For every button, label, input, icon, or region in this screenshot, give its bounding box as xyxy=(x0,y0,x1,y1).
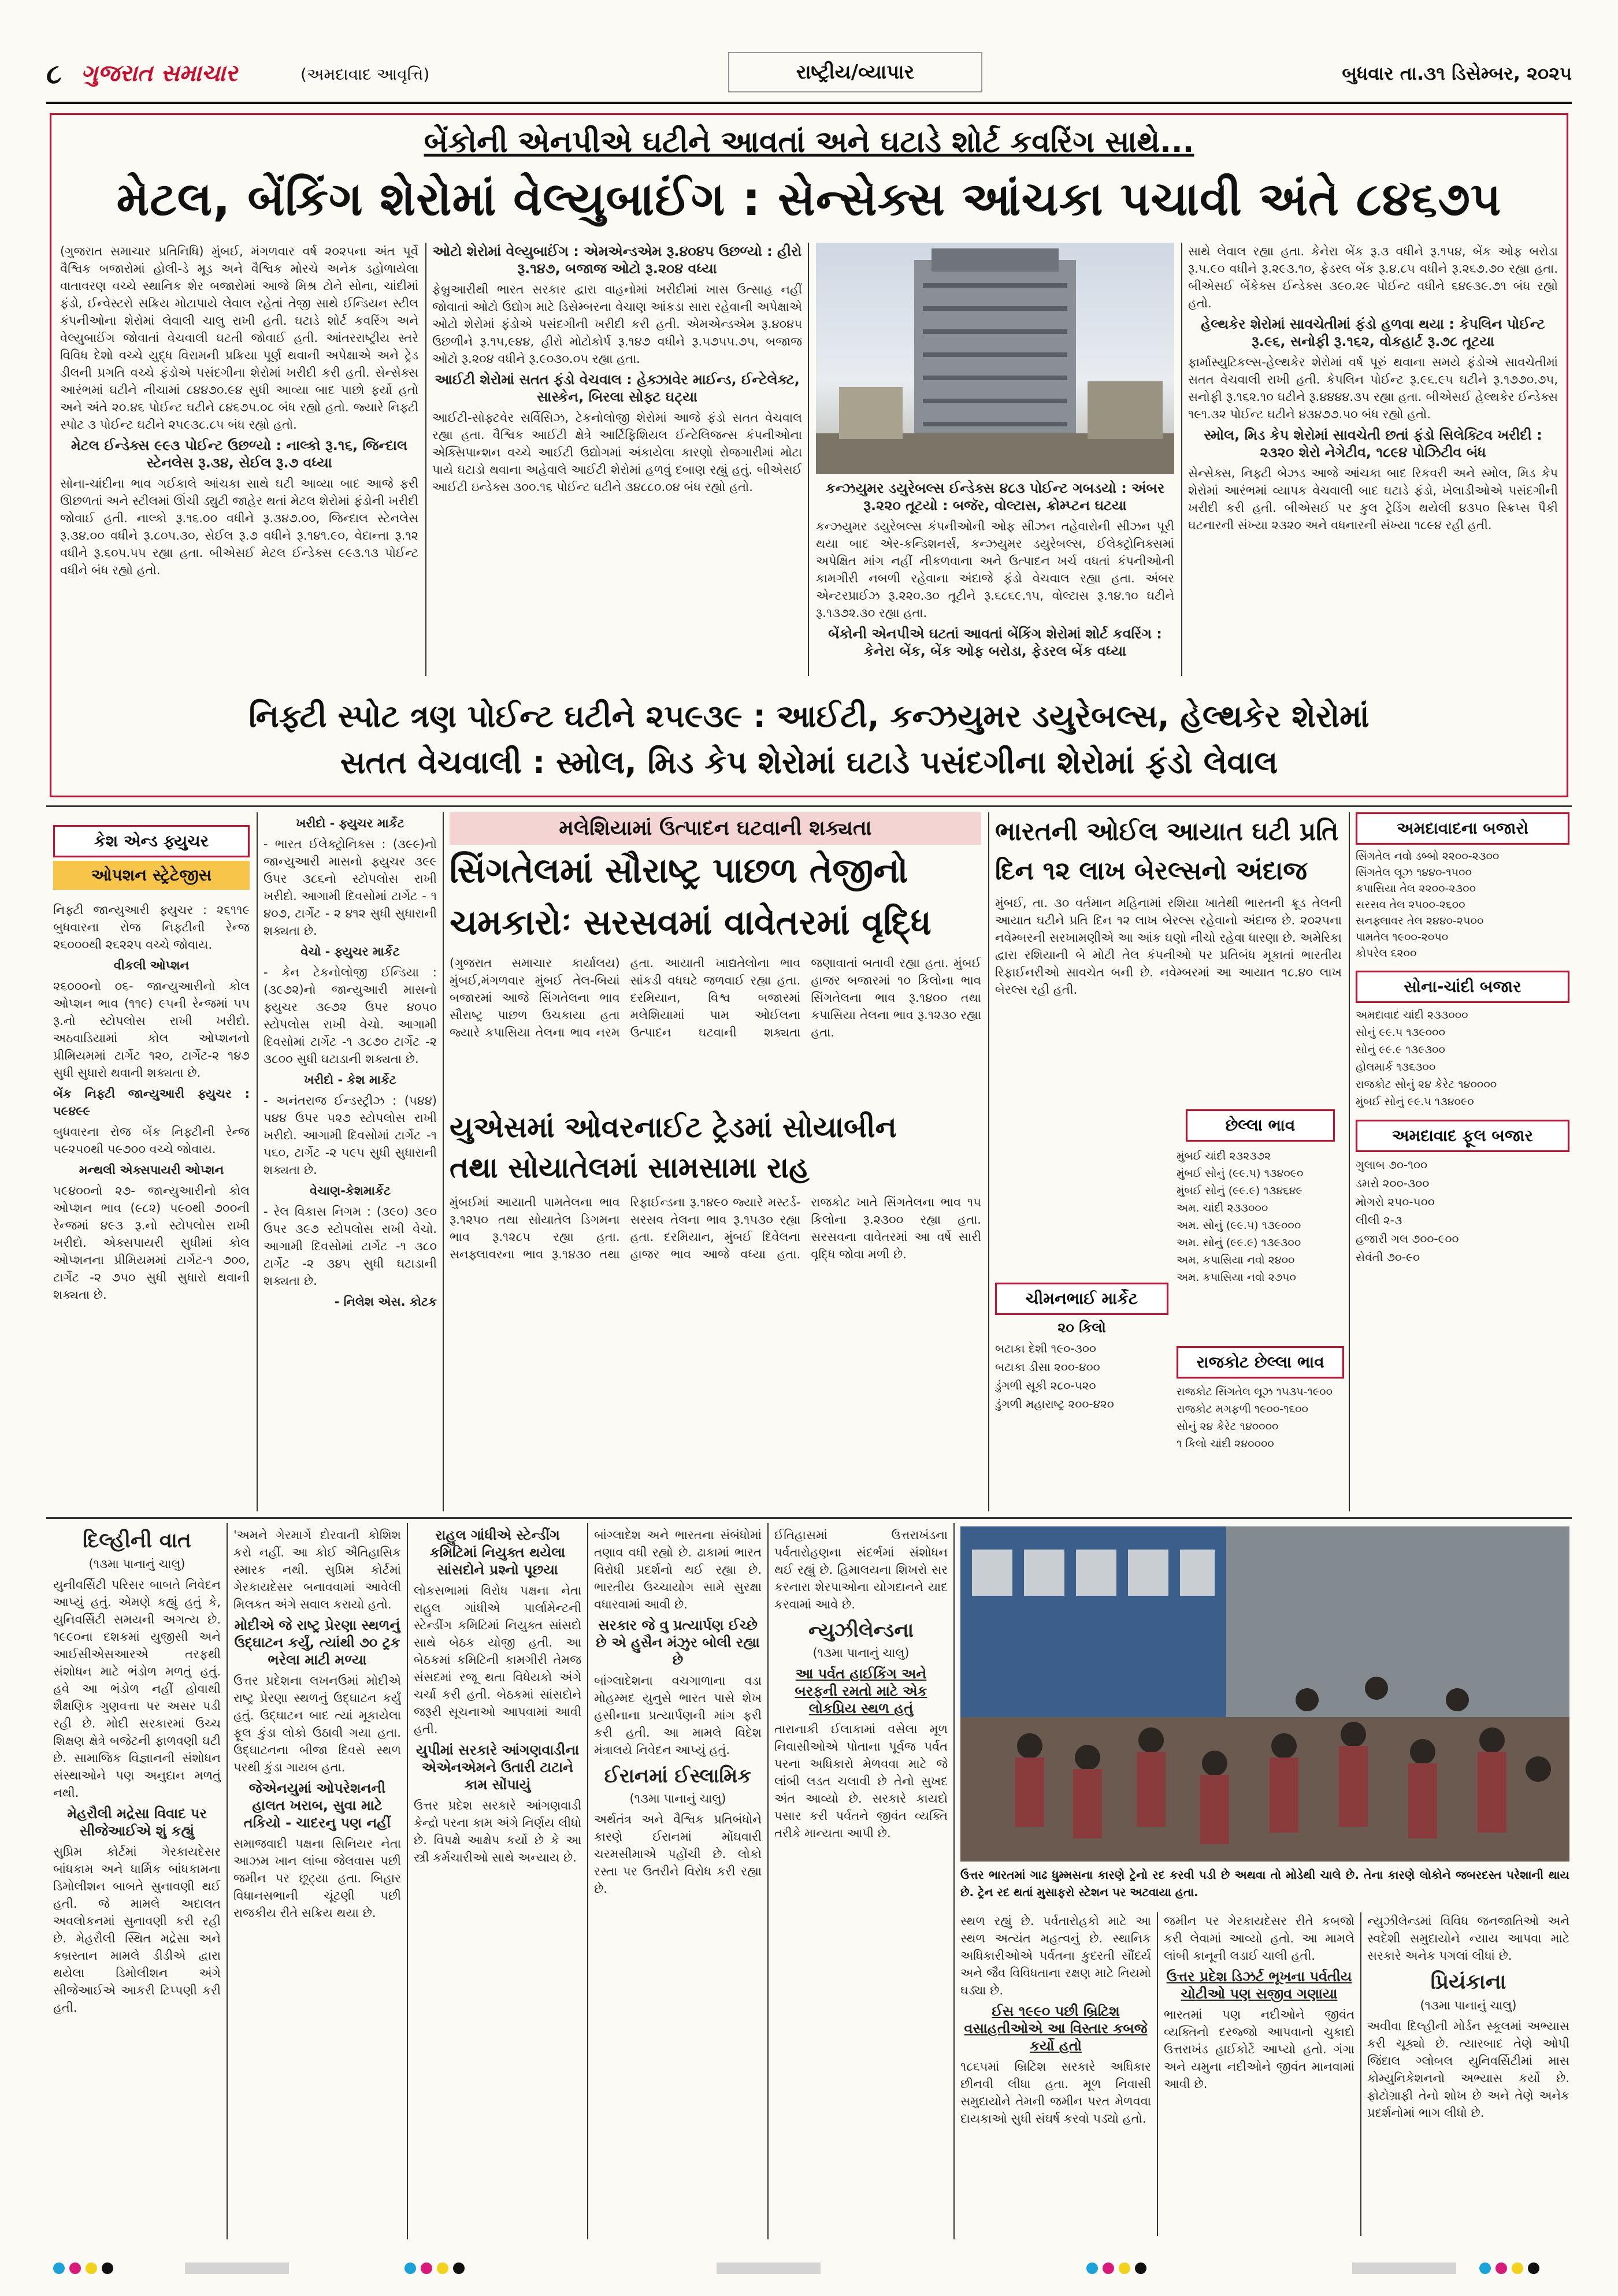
tenzing-col xyxy=(774,1526,948,2237)
flower-market-list xyxy=(1356,1156,1569,1266)
chiman-row: બટાકા ડીસા ૨૦૦-૪૦૦ xyxy=(995,1360,1100,1374)
lead-col-3-sub: બેંકોની એનપીએ ઘટતાં આવતાં બેંકિંગ શેરોમાં શોર્ટ કવરિંગ : કેનેરા બેંક, બેંક ઓફ બરોડા, ફેડરલ બેંક વધ્યા xyxy=(828,626,1162,659)
band2-rule-2 xyxy=(443,812,444,1511)
ahmedabad-row: સિંગતેલ લૂઝ ૧૪૪૦-૧૫૦૦ xyxy=(1356,866,1472,879)
cyan-dot-icon xyxy=(53,2262,65,2274)
magenta-dot-icon xyxy=(1103,2262,1114,2274)
yellow-dot-icon xyxy=(1119,2262,1130,2274)
rahul-body-2: ઉત્તર પ્રદેશ સરકારે આંગણવાડી કેન્દ્રો પરના કામ અંગે નિર્ણય લીધો છે. વિપક્ષે આક્ષેપ કર્યો છે કે આ સ્ત્રી કર્મચારીઓ સાથે અન્યાય છે. xyxy=(414,1799,581,1864)
edible-body-2: મુંબઈમાં આયાતી પામતેલના ભાવ રૂ.૧૨૫૦ તથા સોયાતેલ ડિગમના ભાવ રૂ.૧૨૮૫ રહ્યા હતા. સનફ્લાવરના ભાવ રૂ.૧૪૩૦ તથા રિફાઈન્ડના રૂ.૧૪૯૦ જ્યારે મસ્ટર્ડ-સરસવ તેલના ભાવ રૂ.૧૫૩૦ રહ્યા હતા. દરમિયાન, મુંબઈ દિવેલના હાજર ભાવ આજે વધ્યા હતા. રાજકોટ ખાતે સિંગતેલના ભાવ ૧૫ કિલોના રૂ.૨૩૦૦ રહ્યા હતા. સરસવના વાવેતરમાં આ વર્ષે સારી વૃદ્ધિ જોવા મળી છે. xyxy=(450,1195,981,1261)
delhi-body: યુનીવર્સિટી પરિસર બાબતે નિવેદન આપ્યું હતું. એમણે કહ્યું હતું કે, યુનિવર્સિટી સમયની અગત્ય છે. ૧૯૯૦ના દશકમાં યુજીસી અને આઈસીએસઆરએ તરફથી સંશોધન માટે ભંડોળ મળતું હતું. હવે આ ભંડોળ નહીં હોવાથી શૈક્ષણિક ગુણવત્તા પર અસર પડી રહી છે. મોદી સરકારમાં ઉચ્ચ શિક્ષણ ક્ષેત્રે બજેટની ફાળવણી ઘટી છે. સામાજિક વિજ્ઞાનની સંશોધન સંસ્થાઓને પણ અનુદાન મળતું નથી. xyxy=(53,1578,221,1800)
delhi-body-2: સુપ્રિમ કોર્ટમાં ગેરકાયદેસર બાંધકામ અને ધાર્મિક બાંધકામના ડિમોલીશન બાબતે સુનાવણી થઈ હતી. જે મામલે અદાલત અવલોકનમાં સુનાવણી કરી રહી છે. મેહરૌલી સ્થિત મદ્રેસા અને કબ્રસ્તાન મામલે ડીડીએ દ્વારા થયેલા ડિમોલીશન અંગે સીજેઆઈએ આકરી ટિપ્પણી કરી હતી. xyxy=(53,1845,221,2015)
rahul-sub-2: યુપીમાં સરકારે આંગણવાડીના એએનએમને ઉતારી ટાટાને કામ સોંપાયું xyxy=(415,1742,580,1793)
registration-marks-center xyxy=(404,2262,469,2276)
band3-rule-6 xyxy=(1157,1912,1158,2236)
lead-col-4 xyxy=(1188,243,1558,682)
ahmedabad-row: કોપરેલ ૬૨૦૦ xyxy=(1356,947,1417,960)
futures-sub-3: મન્થલી એક્સપાયરી ઓપ્શન xyxy=(79,1163,224,1177)
futures-body-3: બુધવારના રોજ બેંક નિફ્ટીની રેન્જ ૫૯૨૫૦થી ૫૯૭૦૦ વચ્ચે જોવાય. xyxy=(53,1125,250,1156)
lead-col-3 xyxy=(816,480,1174,682)
futures2-head-3: ખરીદો - કેશ માર્કેટ xyxy=(304,1073,396,1087)
yellow-dot-icon xyxy=(437,2262,448,2274)
lead-col-4c-text: સેન્સેક્સ, નિફ્ટી બેઝડ આજે આંચકા બાદ રિકવરી અને સ્મોલ, મિડ કેપ શેરોમાં આરંભમાં વ્યાપક વેચવાલી બાદ ઘટાડે ફંડો, ખેલાડીઓએ પસંદગીની ખરીદી કરી હતી. બીએસઈ પર કુલ ટ્રેડિંગ થયેલી ૪૩૫૦ સ્ક્રિપ્સ પૈકી ઘટનારની સંખ્યા ૨૩૨૦ અને વધનારની સંખ્યા ૧૮૯૪ રહી હતી. xyxy=(1188,466,1558,532)
ahmedabad-row: સનફ્લાવર તેલ ૨૪૪૦-૨૫૦૦ xyxy=(1356,915,1484,927)
bse-building-icon xyxy=(816,243,1174,474)
registration-marks-far-right xyxy=(1479,2262,1544,2276)
gold-market-title: સોના-ચાંદી બજાર xyxy=(1356,971,1569,1003)
rajkot-last-row: સોનું ૨૪ કેરેટ ૧૪૦૦૦૦ xyxy=(1177,1420,1279,1433)
everest-body-1: સ્થળ રહ્યું છે. પર્વતારોહકો માટે આ સ્થળ અત્યંત મહત્વનું છે. સ્થાનિક અધિકારીઓએ પર્વતના કુદરતી સૌંદર્ય અને જૈવ વિવિધતાના રક્ષણ માટે નિયમો ઘડ્યા છે. xyxy=(960,1914,1151,1997)
section-label-box xyxy=(728,52,982,92)
chhella-row: અમ. સોનું (૯૯.૯) ૧૩૯૩૦૦ xyxy=(1177,1236,1301,1249)
futures2-body-3: - અનંતરાજ ઈન્ડસ્ટ્રીઝ : (૫૪૪) ૫૪૪ ઉપર ૫૨૭ સ્ટોપલોસ રાખી ખરીદો. આગામી દિવસોમાં ટાર્ગેટ -૧ ૫૬૦, ટાર્ગેટ -૨ ૫૯૫ સુધી સુધારાની શક્યતા છે. xyxy=(264,1094,437,1177)
priyanka-col xyxy=(1367,1912,1569,2236)
chhella-box xyxy=(1177,1109,1344,1335)
flower-market-row: મોગરો ૨૫૦-૫૦૦ xyxy=(1356,1195,1435,1209)
page-number: ૮ xyxy=(46,58,62,90)
flower-market-row: સેવંતી ૭૦-૯૦ xyxy=(1356,1250,1420,1264)
futures-subtitle: ઓપશન સ્ટ્રેટેજીસ xyxy=(53,861,250,890)
edition-label: (અમદાવાદ આવૃત્તિ) xyxy=(300,65,430,84)
chiman-row: ડુંગળી મહારાષ્ટ્ર ૨૦૦-૪૨૦ xyxy=(995,1397,1114,1411)
lead-rule-1 xyxy=(425,243,426,676)
nifty-banner xyxy=(58,693,1560,792)
futures-body-1: નિફ્ટી જાન્યુઆરી ફ્યુચર : ૨૬૧૧૯ બુધવારના રોજ નિફ્ટીની રેન્જ ૨૬૦૦૦થી ૨૬૨૨૫ વચ્ચે જોવાય. xyxy=(53,903,250,952)
chiman-box xyxy=(995,1283,1168,1508)
black-dot-icon xyxy=(102,2262,113,2274)
ahmedabad-row: પામતેલ ૧૯૦૦-૨૦૫૦ xyxy=(1356,931,1449,943)
black-dot-icon xyxy=(453,2262,465,2274)
nz-head: ન્યુઝીલેન્ડના xyxy=(808,1619,914,1642)
cyan-dot-icon xyxy=(1086,2262,1098,2274)
band3-rule-7 xyxy=(1360,1912,1361,2236)
registration-marks-right xyxy=(1086,2262,1151,2276)
iran-body: અર્થતંત્ર અને વૈશ્વિક પ્રતિબંધોને કારણે ઈરાનમાં મોંઘવારી ચરમસીમાએ પહોંચી છે. લોકો રસ્તા પર ઉતરીને વિરોધ કરી રહ્યા છે. xyxy=(594,1812,762,1896)
lead-col-2 xyxy=(432,243,802,682)
delhi-body-5: સમાજવાદી પક્ષના સિનિયર નેતા આઝમ ખાન લાંબા જેલવાસ પછી જમીન પર છૂટ્યા હતા. બિહાર વિધાનસભાની ચૂંટણી પછી રાજકીય રીતે સક્રિય થયા છે. xyxy=(233,1837,401,1920)
band2-rule-1 xyxy=(257,812,258,1511)
flower-market-row: લીલી ૨-૩ xyxy=(1356,1213,1402,1227)
chhella-row: અમ. કપાસિયા નવો ૨૭૫૦ xyxy=(1177,1271,1296,1284)
gold-market-row: રાજકોટ સોનું ૨૪ કેરેટ ૧૪૦૦૦૦ xyxy=(1356,1078,1497,1091)
grey-strip-1 xyxy=(185,2262,289,2274)
edible-sub-head-2: તથા સોયાતેલમાં સામસામા રાહ xyxy=(450,1151,810,1184)
grey-strip-2 xyxy=(717,2262,821,2274)
everest-col xyxy=(960,1912,1151,2236)
lead-col-2-sub2: આઈટી શેરોમાં સતત ફંડો વેચવાલ : હેક્ઝાવેર માઈન્ડ, ઈન્ટેલેક્ટ, સાસ્કેન, બિરલા સોફ્ટ ઘટ્યા xyxy=(435,371,800,405)
black-dot-icon xyxy=(1528,2262,1539,2274)
lead-rule-2 xyxy=(808,243,809,676)
priyanka-body-2: અવીવા દિલ્હીની મોર્ડન સ્કૂલમાં અભ્યાસ કરી ચૂક્યો છે. ત્યારબાદ તેણે ઓપી જિંદાલ ગ્લોબલ યુનિવર્સિટીમાં માસ કોમ્યુનિકેશનનો અભ્યાસ કર્યો છે. ફોટોગ્રાફી તેનો શોખ છે અને તેણે અનેક પ્રદર્શનોમાં ભાગ લીધો છે. xyxy=(1367,2019,1569,2120)
masthead xyxy=(46,52,1572,98)
nz-sub-1: આ પર્વત હાઈકિંગ અને બરફની રમતો માટે એક લોકપ્રિય સ્થળ હતું xyxy=(795,1666,927,1717)
chiman-row: ડુંગળી સૂકી ૨૮૦-૫૨૦ xyxy=(995,1379,1096,1392)
bangla-sub-1: સરકાર જે વુ પ્રત્યાર્પણ ઈચ્છે છે એ હુસૈન મંઝુર બોલી રહ્યા છે xyxy=(596,1617,760,1668)
lead-col-1-text: (ગુજરાત સમાચાર પ્રતિનિધિ) મુંબઈ, મંગળવાર વર્ષ ૨૦૨૫ના અંત પૂર્વે વૈશ્વિક બજારોમાં હોલી-ડે મૂડ અને વૈશ્વિક મોરચે અનેક ડહોળાયેલા વાતાવરણ વચ્ચે સ્થાનિક શેર બજારોમાં આજે મિશ્ર ટોને સોના, ચાંદીમાં ફંડો, ઈન્વેસ્ટરો સક્રિય મોટાપાયે લેવાલ રહેતાં તેજી સાથે ઈન્ડિયન સ્ટીલ કંપનીઓના શેરોમાં લેવાલી ચાલુ રાખી હતી. ઘટાડે શોર્ટ કવરિંગ અને વેલ્યુબાઈંગ જોવાતાં વેચવાલી ઘટતી જોવાઈ હતી. આંતરરાષ્ટ્રીય સ્તરે વિવિધ દેશો વચ્ચે યુદ્ધ વિરામની પ્રક્રિયા પૂર્ણ થવાની અપેક્ષાએ અને ટ્રેડ ડીલની પ્રગતિ વચ્ચે ફંડોએ પસંદગીના શેરોમાં ખરીદી કરી હતી. સેન્સેક્સ આરંભમાં ઘટીને નીચામાં ૮૪૪૭૦.૯૪ સુધી આવ્યા બાદ પાછો ફર્યો હતો અને અંતે ૨૦.૪૬ પોઈન્ટ ઘટીને ૮૪૬૭૫.૦૮ બંધ રહ્યો હતો. જ્યારે નિફ્ટી સ્પોટ ૩ પોઈન્ટ ઘટીને ૨૫૯૩૮.૮૫ બંધ રહ્યો હતો. xyxy=(60,244,418,432)
futures2-head-4: વેચાણ-કેશમાર્કેટ xyxy=(309,1184,391,1198)
delhi-body-4: ઉત્તર પ્રદેશના લખનઉમાં મોદીએ રાષ્ટ્ર પ્રેરણા સ્થળનું ઉદ્ઘાટન કર્યું હતું. ઉદ્ઘાટન બાદ ત્યાં મૂકાયેલા ફૂલ કુંડા લોકો ઉઠાવી ગયા હતા. ઉદ્ઘાટનના બીજા દિવસે સ્થળ પરથી કુંડા ગાયબ હતા. xyxy=(233,1674,401,1774)
nifty-banner-line-2: સતત વેચવાલી : સ્મોલ, મિડ કેપ શેરોમાં ઘટાડે પસંદગીના શેરોમાં ફંડો લેવાલ xyxy=(340,744,1278,781)
oil-headline-2: દિન ૧૨ લાખ બેરલ્સનો અંદાજ xyxy=(995,856,1307,886)
gold-market-row: મુંબઈ સોનું ૯૯.૫ ૧૩૪૦૯૦ xyxy=(1356,1095,1474,1108)
futures2-body-4: - રેલ વિકાસ નિગમ : (૩૯૦) ૩૯૦ ઉપર ૩૯૭ સ્ટોપલોસ રાખી વેચો. આગામી દિવસોમાં ટાર્ગેટ -૧ ૩૮૦ ટાર્ગેટ -૨ ૩૪૫ સુધી ઘટાડાની શક્યતા છે. xyxy=(264,1205,437,1288)
everest-body-2: ૧૮૬૫માં બ્રિટિશ સરકારે અધિકાર છીનવી લીધા હતા. મૂળ નિવાસી સમુદાયોને તેમની જમીન પરત મેળવવા દાયકાઓ સુધી સંઘર્ષ કરવો પડ્યો હતો. xyxy=(960,2060,1151,2126)
band2-rule-3 xyxy=(988,812,989,1511)
rajkot-last-title: રાજકોટ છેલ્લા ભાવ xyxy=(1177,1346,1344,1379)
gold-market-row: સોનું ૯૯.૯ ૧૩૯૩૦૦ xyxy=(1356,1043,1445,1056)
gold-market-row: અમદાવાદ ચાંદી ૨૩૩૦૦૦ xyxy=(1356,1009,1468,1021)
flower-market-row: ડમરો ૨૦૦-૩૦૦ xyxy=(1356,1176,1430,1190)
everest-sub-1: ઈસ ૧૯૯૦ પછી બ્રિટિશ વસાહતીઓએ આ વિસ્તાર કબજે કર્યો હતો xyxy=(964,2003,1148,2054)
lead-col-2-text: ફેબ્રુઆરીથી ભારત સરકાર દ્વારા વાહનોમાં ખરીદીમાં ખાસ ઉત્સાહ નહીં જોવાતાં ઓટો ઉદ્યોગ માટે ડિસેમ્બરના વેચાણ આંકડા સારા રહેવાની અપેક્ષાએ ઓટો શેરોમાં ફંડોએ પસંદગીની ખરીદી કરી હતી. એમએન્ડએમ રૂ.૪૦૪૫ ઉછળીને રૂ.૧૫,૯૪૪, હીરો મોટોકોર્પ રૂ.૧૪૭ વધીને રૂ.૫૭૫૫.૭૫, બજાજ ઓટો રૂ.૨૦૪ વધીને રૂ.૯૦૩૦.૦૫ રહ્યા હતા. xyxy=(432,283,802,366)
yellow-dot-icon xyxy=(86,2262,97,2274)
nz-body-2: તારાનાકી ઈલાકામાં વસેલા મૂળ નિવાસીઓએ પોતાના પૂર્વજ પર્વત પરના અધિકારો મેળવવા માટે જે લાંબી લડત ચલાવી છે તેનો સુખદ અંત આવ્યો છે. સરકારે કાયદો પસાર કરી પર્વતને જીવંત વ્યક્તિ તરીકે માન્યતા આપી છે. xyxy=(774,1722,948,1840)
nepal-col xyxy=(1164,1912,1354,2236)
magenta-dot-icon xyxy=(421,2262,432,2274)
futures2-body-1: - ભારત ઈલેક્ટ્રોનિક્સ : (૩૯૯)નો જાન્યુઆરી માસનો ફ્યુચર ૩૯૯ ઉપર ૩૮૬નો સ્ટોપલોસ રાખી ખરીદો. આગામી દિવસોમાં ટાર્ગેટ - ૧ ૪૦૭, ટાર્ગેટ - ૨ ૪૧૨ સુધી સુધારાની શક્યતા છે. xyxy=(264,837,437,938)
flower-market-row: ગુલાબ ૭૦-૧૦૦ xyxy=(1356,1158,1428,1172)
band3-rule-2 xyxy=(407,1523,408,2239)
priyanka-head: પ્રિયંકાના xyxy=(1430,1970,1506,1994)
band3-top-rule xyxy=(46,1517,1572,1519)
chhella-row: અમ. કપાસિયા નવો ૨૪૦૦ xyxy=(1177,1254,1295,1266)
chiman-unit: ૨૦ કિલો xyxy=(1057,1320,1106,1336)
edible-story xyxy=(450,812,981,1511)
lead-col-4b-text: ફાર્માસ્યુટિકલ્સ-હેલ્થકેર શેરોમાં વર્ષ પૂરું થવાના સમયે ફંડોએ સાવચેતીમાં સતત વેચવાલી રાખી હતી. કેપલિન પોઈન્ટ રૂ.૯૬.૯૫ ઘટીને રૂ.૧૭૭૦.૭૫, સનોફી રૂ.૧૬૨.૧૦ ઘટીને રૂ.૪૪૪૪.૩૫ રહ્યા હતા. બીએસઈ હેલ્થકેર ઈન્ડેક્સ ૧૯૧.૩૨ પોઈન્ટ ઘટીને ૪૩૪૭૭.૫૦ બંધ રહ્યો હતો. xyxy=(1188,355,1558,421)
section-label: રાષ્ટ્રીય/વ્યાપાર xyxy=(796,61,915,84)
lead-col-2b-text: આઈટી-સોફ્ટવેર સર્વિસિઝ, ટેકનોલોજી શેરોમાં આજે ફંડો સતત વેચવાલ રહ્યા હતા. વૈશ્વિક આઈટી ક્ષેત્રે આર્ટિફિશિયલ ઈન્ટેલિજન્સ કંપનીઓના એક્સિપાન્શન વચ્ચે આઈટી ઉદ્યોગમાં અંકાયેલા કારણો રોજગારીમાં મોટા પાયે ઘટાડો થવાના અહેવાલે આઈટી શેરોમાં હળવું દબાણ રહ્યું હતું. બીએસઈ આઈટી ઇન્ડેક્સ ૩૦૦.૧૬ પોઈન્ટ ઘટીને ૩૪૮૮૦.૦૪ બંધ રહ્યો હતો. xyxy=(432,411,802,494)
band2-top-rule xyxy=(46,805,1572,807)
chhella-list xyxy=(1177,1147,1344,1286)
chhella-row: મુંબઈ સોનું (૯૯.૯) ૧૩૪૬૪૯ xyxy=(1177,1184,1302,1197)
band3-rule-3 xyxy=(587,1523,588,2239)
lead-col-4-sub1: હેલ્થકેર શેરોમાં સાવચેતીમાં ફંડો હળવા થયા : કેપલિન પોઈન્ટ રૂ.૯૬, સનોફી રૂ.૧૬૨, વોકહાર્ટ રૂ.૭૮ તૂટયા xyxy=(1201,316,1545,350)
delhi-title: દિલ્હીની વાત xyxy=(83,1529,191,1552)
chhella-row: અમ. સોનું (૯૯.૫) ૧૩૯૦૦૦ xyxy=(1177,1219,1301,1232)
chhella-title: છેલ્લા ભાવ xyxy=(1186,1109,1335,1142)
futures2-body-2: - કેન ટેકનોલોજી ઈન્ડિયા : (૩૯૭૨)નો જાન્યુઆરી માસનો ફ્યુચર ૩૯૭૨ ઉપર ૪૦૫૦ સ્ટોપલોસ રાખી વેચો. આગામી દિવસોમાં ટાર્ગેટ -૧ ૩૮૭૦ ટાર્ગેટ -૨ ૩૮૦૦ સુધી ઘટાડાની શક્યતા છે. xyxy=(264,965,437,1066)
oil-headline-1: ભારતની ઓઈલ આયાત ઘટી પ્રતિ xyxy=(995,817,1339,846)
edible-sub-head-1: યુએસમાં ઓવરનાઈટ ટ્રેડમાં સોયાબીન xyxy=(450,1110,897,1144)
chhella-row: મુંબઈ ચાંદી ૨૩૨૩૭૨ xyxy=(1177,1150,1271,1162)
nepal-body-2: ભારતમાં પણ નદીઓને જીવંત વ્યક્તિનો દરજ્જો આપવાનો ચુકાદો ઉત્તરાખંડ હાઈકોર્ટે આપ્યો હતો. ગંગા અને યમુના નદીઓને જીવંત માનવામાં આવી છે. xyxy=(1164,2008,1354,2091)
delhi-sub-1: મેહરૌલી મદ્રેસા વિવાદ પર સીજેઆઈએ શું કહ્યું xyxy=(67,1805,207,1839)
futures-sub-2: બેંક નિફ્ટી જાન્યુઆરી ફ્યુચર : ૫૯૪૯૯ xyxy=(53,1087,250,1118)
registration-marks-left xyxy=(53,2262,118,2276)
futures-title: કેશ એન્ડ ફ્યુચર xyxy=(53,825,250,857)
nifty-banner-line-1: નિફ્ટી સ્પોટ ત્રણ પોઈન્ટ ઘટીને ૨૫૯૩૯ : આઈટી, કન્ઝયુમર ડયુરેબલ્સ, હેલ્થકેર શેરોમાં xyxy=(248,698,1370,734)
rajkot-last-row: ૧ કિલો ચાંદી ૨૪૦૦૦૦ xyxy=(1177,1437,1274,1450)
gold-market-row: હોલમાર્ક ૧૩૬૩૦૦ xyxy=(1356,1061,1436,1073)
magenta-dot-icon xyxy=(1495,2262,1507,2274)
iran-cont: (૧૩મા પાનાનું ચાલુ) xyxy=(629,1792,726,1805)
chiman-title: ચીમનભાઈ માર્કેટ xyxy=(995,1283,1168,1315)
bse-building-photo xyxy=(816,243,1174,474)
band2-rule-4 xyxy=(1349,812,1350,1511)
futures2-col xyxy=(264,815,437,1508)
ahmedabad-title: અમદાવાદના બજારો xyxy=(1356,812,1569,845)
lead-col-3-text: કન્ઝયુમર ડયુરેબલ્સ કંપનીઓની ઓફ સીઝન તહેવારોની સીઝન પૂરી થયા બાદ એર-કન્ડિશનર્સ, કન્ઝયુમર ડયુરેબલ્સ, ઈલેક્ટ્રોનિક્સમાં અપેક્ષિત માંગ નહીં નીકળવાના અને ઉત્પાદન ખર્ચ વધતાં કંપનીઓની કામગીરી નબળી રહેવાના અંદાજે ફંડો વેચવાલ રહ્યા હતા. અંબર એન્ટરપ્રાઈઝ રૂ.૨૨૦.૩૦ તૂટીને રૂ.૬૮૬૯.૧૫, વોલ્ટાસ રૂ.૧૪.૧૦ ઘટીને રૂ.૧૩૭૨.૩૦ રહ્યા હતા. xyxy=(816,519,1174,620)
edible-headline-1: સિંગતેલમાં સૌરાષ્ટ્ર પાછળ તેજીનો xyxy=(450,850,908,891)
chhella-row: મુંબઈ સોનું (૯૯.૫) ૧૩૪૦૯૦ xyxy=(1177,1167,1304,1180)
rajkot-last-row: રાજકોટ સિંગતેલ લૂઝ ૧૫૩૫-૧૯૦૦ xyxy=(1177,1385,1333,1398)
rahul-col xyxy=(414,1526,581,2237)
delhi-cont: (૧૩મા પાનાનું ચાલુ) xyxy=(88,1557,185,1571)
lead-col-1b-text: સોના-ચાંદીના ભાવ ગઈકાલે આંચકા સાથે ઘટી આવ્યા બાદ આજે ફરી ઊછળતાં અને સ્ટીલમાં ઊંચી ડ્યુટી જાહેર થતાં મેટલ શેરોમાં ફંડોની ખરીદી જોવાઈ હતી. નાલ્કો રૂ.૧૬.૦૦ વધીને રૂ.૩૪૭.૦૦, જિન્દાલ સ્ટેનલેસ રૂ.૩૪.૦૦ વધીને રૂ.૮૦૫.૩૦, સેઈલ રૂ.૭ વધીને રૂ.૧૪૧.૯૦, વેદાન્તા રૂ.૧૨ વધીને રૂ.૬૦૫.૫૫ રહ્યા હતા. બીએસઈ મેટલ ઈન્ડેક્સ ૯૯૩.૧૩ પોઈન્ટ વધીને બંધ રહ્યો હતો. xyxy=(60,477,418,577)
edible-kicker: મલેશિયામાં ઉત્પાદન ઘટવાની શક્યતા xyxy=(450,812,981,845)
nepal-body-1: જમીન પર ગેરકાયદેસર રીતે કબજો કરી લેવામાં આવ્યો હતો. આ મામલે લાંબી કાનૂની લડાઈ ચાલી હતી. xyxy=(1164,1914,1354,1963)
futures2-author: - નિલેશ એસ. કોટક xyxy=(334,1295,437,1309)
futures2-head-2: વેચો - ફ્યુચર માર્કેટ xyxy=(300,945,400,958)
iran-head: ઈરાનમાં ઈસ્લામિક xyxy=(604,1764,752,1788)
priyanka-cont: (૧૩મા પાનાનું ચાલુ) xyxy=(1420,1998,1517,2012)
tenzing-body-1: ઈતિહાસમાં ઉત્તરાખંડના પર્વતારોહણના સંદર્ભમાં સંશોધન થઈ રહ્યું છે. હિમાલયના શિખરો સર કરનારા શેરપાઓના યોગદાનને યાદ કરવામાં આવે છે. xyxy=(774,1528,948,1611)
edible-headline-2: ચમકારોઃ સરસવમાં વાવેતરમાં વૃદ્ધિ xyxy=(450,902,932,943)
band3-rule-1 xyxy=(227,1523,228,2239)
bangla-col xyxy=(594,1526,762,2237)
chiman-list xyxy=(995,1339,1168,1413)
rahul-body-1: લોકસભામાં વિરોધ પક્ષના નેતા રાહુલ ગાંધીએ પાર્લામેન્ટની સ્ટેન્ડીંગ કમિટિમાં નિયુક્ત સાંસદો સાથે બેઠક યોજી હતી. આ બેઠકમાં કમિટિની કામગીરી તેમજ સંસદમાં રજૂ થતા વિધેયકો અંગે ચર્ચા કરી હતી. બેઠકમાં સાંસદોને જરૂરી સૂચનાઓ આપવામાં આવી હતી. xyxy=(414,1584,581,1736)
ahmedabad-row: સરસવ તેલ ૨૫૦૦-૨૬૦૦ xyxy=(1356,898,1465,911)
ahmedabad-list xyxy=(1356,848,1569,961)
ahmedabad-row: સિંગતેલ નવો ડબ્બો ૨૨૦૦-૨૩૦૦ xyxy=(1356,850,1500,863)
priyanka-body-1: ન્યુઝીલેન્ડમાં વિવિધ જનજાતિઓ અને સ્વદેશી સમુદાયોને ન્યાય આપવા માટે સરકારે અનેક પગલાં લીધાં છે. xyxy=(1367,1914,1569,1963)
flower-market-row: હજારી ગલ ૭૦૦-૯૦૦ xyxy=(1356,1232,1459,1246)
rahul-sub-1: રાહુલ ગાંધીએ સ્ટેન્ડીંગ કમિટિમાં નિયુક્ત થયેલા સાંસદોને પ્રશ્નો પૂછયા xyxy=(429,1527,566,1578)
cyan-dot-icon xyxy=(404,2262,416,2274)
rajkot-last-list xyxy=(1177,1383,1344,1452)
lead-photo-caption: કન્ઝયુમર ડયુરેબલ્સ ઈન્ડેક્સ ૪૮૩ પોઈન્ટ ગબડયો : અંબર રૂ.૨૨૦ તૂટયો : બજૅર, વોલ્ટાસ, ક્રોમ્પ્ટન ઘટયા xyxy=(825,480,1165,514)
lead-headline: મેટલ, બેંકિંગ શેરોમાં વેલ્યુબાઈંગ : સેન્સેક્સ આંચકા પચાવી અંતે ૮૪૬૭૫ xyxy=(116,172,1502,226)
gold-market-list xyxy=(1356,1006,1569,1110)
issue-date: બુધવાર તા.૩૧ ડિસેમ્બર, ૨૦૨૫ xyxy=(1342,62,1572,84)
futures-body-4: ૫૯૪૦૦નો ૨૭- જાન્યુઆરીનો કોલ ઓપ્શન ભાવ (૯૮૨) ૫૯૦થી ૭૦૦ની રેન્જમાં ૪૯૩ રૂ.નો સ્ટોપલોસ રાખી ખરીદો. એક્સપાયરી સુધીમાં કોલ ઓપ્શનના પ્રીમિયમમાં ટાર્ગેટ-૧ ૭૦૦, ટાર્ગેટ -૨ ૭૫૦ સુધી સુધારો થવાની શક્યતા છે. xyxy=(53,1184,250,1302)
lead-col-4-text: સાથે લેવાલ રહ્યા હતા. કેનેરા બેંક રૂ.૩ વધીને રૂ.૧૫૪, બેંક ઓફ બરોડા રૂ.૫.૯૦ વધીને રૂ.૨૯૩.૧૦, ફેડરલ બેંક રૂ.૪.૮૫ વધીને રૂ.૨૬૭.૭૦ રહ્યા હતા. બીએસઈ બેંકેક્સ ઈન્ડેક્સ ૩૯૦.૨૯ પોઈન્ટ વધીને ૬૪૯૩૯.૭૧ બંધ રહ્યો હતો. xyxy=(1188,244,1558,310)
black-dot-icon xyxy=(1135,2262,1146,2274)
chhella-row: અમ. ચાંદી ૨૩૩૦૦૦ xyxy=(1177,1202,1268,1214)
futures-col xyxy=(53,901,250,1479)
futures2-head-1: ખરીદો - ફ્યુચર માર્કેટ xyxy=(296,816,404,830)
lead-col-1-sub: મેટલ ઈન્ડેક્સ ૯૯૩ પોઈન્ટ ઉછળ્યો : નાલ્કો રૂ.૧૬, જિન્દાલ સ્ટેનલેસ રૂ.૩૪, સેઈલ રૂ.૭ વધ્યા xyxy=(70,437,408,471)
lead-rule-3 xyxy=(1181,243,1182,676)
delhi-sub-2: મોદીએ જે રાષ્ટ્ર પ્રેરણા સ્થળનું ઉદ્ઘાટન કર્યું, ત્યાંથી ૭૦ ટ્રક ભરેલા માટી મળ્યા xyxy=(234,1617,400,1668)
yellow-dot-icon xyxy=(1512,2262,1523,2274)
magenta-dot-icon xyxy=(69,2262,81,2274)
masthead-rule xyxy=(46,102,1572,104)
grey-strip-3 xyxy=(1352,2262,1456,2274)
futures-sub-1: વીકલી ઓપ્શન xyxy=(113,958,190,972)
ahmedabad-box xyxy=(1356,812,1569,1511)
oil-story xyxy=(995,812,1342,1136)
bangla-body-2: બાંગ્લાદેશના વચગાળાના વડા મોહમ્મદ યુનુસે ભારત પાસે શેખ હસીનાના પ્રત્યાર્પણની માંગ ફરી કરી હતી. આ મામલે વિદેશ મંત્રાલયે નિવેદન આપ્યું હતું. xyxy=(594,1674,762,1757)
ahmedabad-row: કપાસિયા તેલ ૨૨૦૦-૨૩૦૦ xyxy=(1356,882,1476,895)
nz-cont: (૧૩મા પાનાનું ચાલુ) xyxy=(812,1646,910,1660)
band3-rule-4 xyxy=(767,1523,769,2239)
delhi-body-3: 'અમને ગેરમાર્ગે દોરવાની કોશિશ કરો નહીં. આ કોઈ ઐતિહાસિક સ્મારક નથી. સુપ્રિમ કોર્ટમાં ગેરકાયદેસર બનાવવામાં આવેલી મિલકત અંગે સવાલ કરાયો હતો. xyxy=(233,1528,401,1611)
train-photo xyxy=(960,1526,1569,1862)
rajkot-last-row: રાજકોટ મગફળી ૧૯૦૦-૧૬૦૦ xyxy=(1177,1403,1308,1416)
lead-kicker: બેંકોની એનપીએ ઘટીને આવતાં અને ઘટાડે શોર્ટ કવરિંગ સાથે... xyxy=(424,125,1194,159)
oil-body: મુંબઈ, તા. ૩૦ વર્તમાન મહિનામાં રશિયા ખાતેથી ભારતની ક્રૂડ તેલની આયાત ઘટીને પ્રતિ દિન ૧૨ લાખ બેરલ્સ રહેવાનો અંદાજ છે. ૨૦૨૫ના નવેમ્બરની સરખામણીએ આ આંક ઘણો નીચો રહેવા ધારણા છે. અમેરિકા દ્વારા રશિયાની બે મોટી તેલ કંપનીઓ પર પ્રતિબંધ મૂકાતાં ભારતીય રિફાઈનરીઓ સાવચેત બની છે. નવેમ્બરમાં આ આયાત ૧૮.૪૦ લાખ બેરલ્સ રહી હતી. xyxy=(995,896,1342,997)
bangla-body-1: બાંગ્લાદેશ અને ભારતના સંબંધોમાં તણાવ વધી રહ્યો છે. ઢાકામાં ભારત વિરોધી પ્રદર્શનો થઈ રહ્યા છે. ભારતીય ઉચ્ચાયોગ સામે સુરક્ષા વધારવામાં આવી છે. xyxy=(594,1528,762,1611)
band3-rule-5 xyxy=(953,1523,955,2239)
edible-body: (ગુજરાત સમાચાર કાર્યાલય) મુંબઈ,મંગળવાર મુંબઈ તેલ-બિયાં બજારમાં આજે સિંગતેલના ભાવ સૌરાષ્ટ્ર પાછળ ઉચકાયા હતા જ્યારે કપાસિયા તેલના ભાવ નરમ હતા. આયાતી ખાદ્યતેલોના ભાવ સાંકડી વધઘટે જળવાઈ રહ્યા હતા. દરમિયાન, વિશ્વ બજારમાં મલેશિયામાં પામ ઓઈલના ઉત્પાદન ઘટવાની શક્યતા જણાવાતાં બતાવી રહ્યા હતા. મુંબઈ હાજર બજારમાં ૧૦ કિલોના ભાવ સિંગતેલના ભાવ રૂ.૧૪૦૦ તથા કપાસિયા તેલના ભાવ રૂ.૧૨૩૦ રહ્યા હતા. xyxy=(450,956,981,1039)
delhi-sub-3: જેએનયુમાં ઓપરેશનની હાલત ખરાબ, સુવા માટે તકિયો - ચાદરનુ પણ નહીં xyxy=(243,1780,391,1831)
cyan-dot-icon xyxy=(1479,2262,1491,2274)
train-crowd-icon xyxy=(960,1526,1569,1862)
paper-name: ગુજરાત સમાચાર xyxy=(81,60,237,87)
lead-col-1 xyxy=(60,243,418,682)
futures-body-2: ૨૬૦૦૦નો ૦૬- જાન્યુઆરીનો કોલ ઓપ્શન ભાવ (૧૧૯) ૯૫ની રેન્જમાં ૫૫ રૂ.નો સ્ટોપલોસ રાખી ખરીદો. અઠવાડિયામાં કોલ ઓપ્શનનો પ્રીમિયમમાં ટાર્ગેટ ૧૨૦, ટાર્ગેટ-૨ ૧૪૭ સુધી સુધારો થવાની શક્યતા છે. xyxy=(53,979,250,1080)
gold-market-row: સોનું ૯૯.૫ ૧૩૯૦૦૦ xyxy=(1356,1026,1445,1039)
flower-market-title: અમદાવાદ ફૂલ બજાર xyxy=(1356,1120,1569,1152)
nepal-sub-1: ઉત્તર પ્રદેશ ડિઝર્ટ ભૂખના પર્વતીય ચોટીઓ પણ સજીવ ગણાયા xyxy=(1166,1968,1352,2002)
delhi-col-2 xyxy=(233,1526,401,2237)
futures-title-box xyxy=(53,825,250,894)
delhi-col xyxy=(53,1526,221,2237)
lead-col-2-sub1: ઓટો શેરોમાં વેલ્યુબાઈંગ : એમએન્ડએમ રૂ.૪૦૪૫ ઉછળ્યો : હીરો રૂ.૧૪૭, બજાજ ઓટો રૂ.૨૦૪ વધ્યા xyxy=(432,243,802,277)
rajkot-last-box xyxy=(1177,1346,1344,1508)
lead-col-4-sub2: સ્મોલ, મિડ કેપ શેરોમાં સાવચેતી છતાં ફંડો સિલેક્ટિવ ખરીદી : ૨૩૨૦ શેરો નેગેટીવ, ૧૮૯૪ પોઝિટીવ બંધ xyxy=(1204,427,1542,460)
train-photo-caption: ઉત્તર ભારતમાં ગાઢ ધુમ્મસના કારણે ટ્રેનો રદ કરવી પડી છે અથવા તો મોડેથી ચાલે છે. તેના કારણે લોકોને જબરદસ્ત પરેશાની થાય છે. ટ્રેન રદ થતાં મુસાફરો સ્ટેશન પર અટવાયા હતા. xyxy=(960,1868,1569,1899)
chiman-row: બટાકા દેશી ૧૯૦-૩૦૦ xyxy=(995,1342,1096,1355)
